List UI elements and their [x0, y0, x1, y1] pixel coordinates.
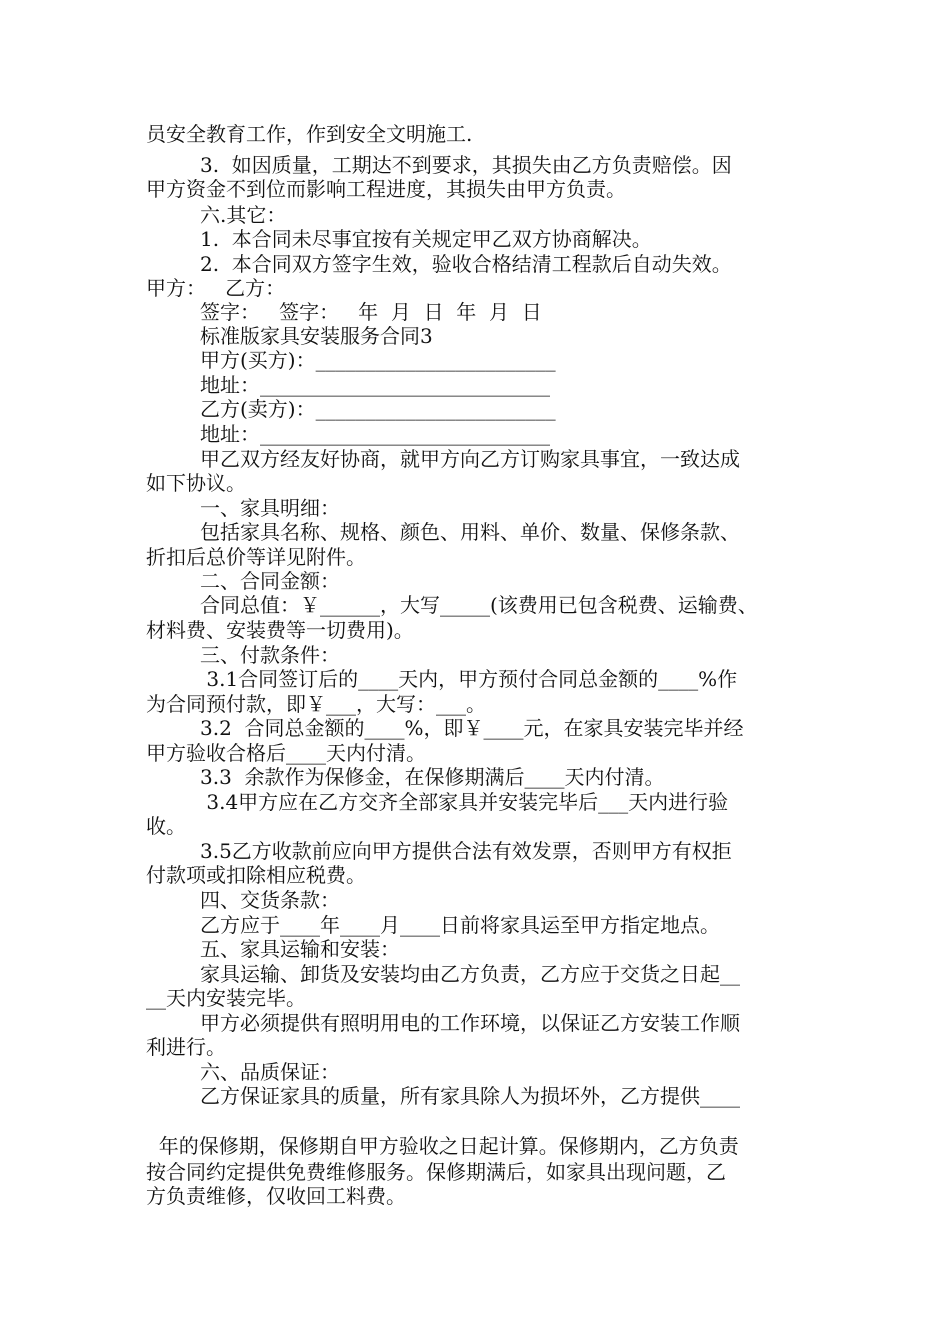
text-line-content: 3.4甲方应在乙方交齐全部家具并安装完毕后___天内进行验 — [200, 790, 729, 814]
text-line-content: 员安全教育工作，作到安全文明施工. — [146, 122, 473, 146]
text-line — [0, 1084, 950, 1108]
text-line-content: 年的保修期，保修期自甲方验收之日起计算。保修期内，乙方负责 — [146, 1134, 739, 1158]
text-line-content: 家具运输、卸货及安装均由乙方负责，乙方应于交货之日起__ — [200, 962, 740, 986]
text-line-content: 3. 如因质量，工期达不到要求，其损失由乙方负责赔偿。因 — [200, 153, 732, 177]
text-line — [0, 252, 950, 276]
text-line — [0, 569, 950, 593]
text-line — [0, 1110, 950, 1134]
text-line — [0, 888, 950, 912]
text-line — [0, 545, 950, 569]
text-line — [0, 814, 950, 838]
text-line — [0, 227, 950, 251]
text-line — [0, 765, 950, 789]
text-line-content: 合同总值：￥______，大写_____(该费用已包含税费、运输费、 — [200, 593, 758, 617]
text-line — [0, 324, 950, 348]
text-line-content: 折扣后总价等详见附件。 — [146, 545, 366, 569]
text-line-content: 乙方保证家具的质量，所有家具除人为损坏外，乙方提供____ — [200, 1084, 740, 1108]
text-line-content: 甲乙双方经友好协商，就甲方向乙方订购家具事宜，一致达成 — [200, 447, 740, 471]
text-line-content: 地址：_____________________________ — [200, 422, 550, 446]
text-line — [0, 937, 950, 961]
text-line — [0, 471, 950, 495]
text-line-content: __天内安装完毕。 — [146, 986, 306, 1010]
text-line-content: 按合同约定提供免费维修服务。保修期满后，如家具出现问题，乙 — [146, 1160, 726, 1184]
text-line-content: 签字： 签字： 年 月 日 年 月 日 — [200, 300, 542, 324]
text-line — [0, 397, 950, 421]
text-line-content: 乙方(卖方)：________________________ — [200, 397, 556, 421]
text-line-content: 包括家具名称、规格、颜色、用料、单价、数量、保修条款、 — [200, 520, 740, 544]
text-line — [0, 276, 950, 300]
text-line — [0, 1035, 950, 1059]
text-line-content: 一、家具明细： — [200, 496, 340, 520]
text-line — [0, 1134, 950, 1158]
text-line — [0, 839, 950, 863]
text-line — [0, 373, 950, 397]
text-line-content: 为合同预付款，即￥___，大写：___。 — [146, 692, 486, 716]
text-line-content: 付款项或扣除相应税费。 — [146, 863, 366, 887]
text-line — [0, 447, 950, 471]
text-line — [0, 863, 950, 887]
text-line — [0, 913, 950, 937]
text-line — [0, 177, 950, 201]
text-line — [0, 692, 950, 716]
text-line — [0, 716, 950, 740]
text-line-content: 2. 本合同双方签字生效，验收合格结清工程款后自动失效。 — [200, 252, 732, 276]
text-line — [0, 618, 950, 642]
text-line-content: 甲方： 乙方： — [146, 276, 286, 300]
text-line — [0, 962, 950, 986]
text-line-content: 3.3 余款作为保修金，在保修期满后____天内付清。 — [200, 765, 665, 789]
text-line — [0, 667, 950, 691]
text-line-content: 六、品质保证： — [200, 1060, 340, 1084]
text-line-content: 标准版家具安装服务合同3 — [200, 324, 433, 348]
text-line — [0, 496, 950, 520]
text-line — [0, 153, 950, 177]
text-line-content: 材料费、安装费等一切费用)。 — [146, 618, 414, 642]
text-line-content: 3.2 合同总金额的____%，即￥____元，在家具安装完毕并经 — [200, 716, 744, 740]
text-line-content: 甲方资金不到位而影响工程进度，其损失由甲方负责。 — [146, 177, 626, 201]
text-line — [0, 122, 950, 146]
text-line-content: 甲方验收合格后____天内付清。 — [146, 741, 426, 765]
text-line-content: 甲方必须提供有照明用电的工作环境，以保证乙方安装工作顺 — [200, 1011, 740, 1035]
text-line-content: 二、合同金额： — [200, 569, 340, 593]
text-line — [0, 1160, 950, 1184]
text-line-content: 乙方应于____年____月____日前将家具运至甲方指定地点。 — [200, 913, 720, 937]
text-line-content: 如下协议。 — [146, 471, 246, 495]
text-line-content: 甲方(买方)：________________________ — [200, 348, 556, 372]
text-line-content: 六.其它： — [200, 203, 287, 227]
text-line — [0, 422, 950, 446]
text-line — [0, 790, 950, 814]
text-line — [0, 520, 950, 544]
text-line — [0, 1060, 950, 1084]
text-line — [0, 1011, 950, 1035]
text-line — [0, 986, 950, 1010]
text-line-content: 地址：_____________________________ — [200, 373, 550, 397]
text-line-content: 四、交货条款： — [200, 888, 340, 912]
text-line-content: 收。 — [146, 814, 186, 838]
text-line — [0, 300, 950, 324]
text-line — [0, 203, 950, 227]
text-line-content: 五、家具运输和安装： — [200, 937, 400, 961]
text-line-content: 三、付款条件： — [200, 643, 340, 667]
text-line-content: 1. 本合同未尽事宜按有关规定甲乙双方协商解决。 — [200, 227, 652, 251]
text-line-content: 3.5乙方收款前应向甲方提供合法有效发票，否则甲方有权拒 — [200, 839, 732, 863]
text-line-content: 利进行。 — [146, 1035, 226, 1059]
text-line-content: 方负责维修，仅收回工料费。 — [146, 1184, 406, 1208]
text-line — [0, 741, 950, 765]
text-line — [0, 643, 950, 667]
text-line-content: 3.1合同签订后的____天内，甲方预付合同总金额的____%作 — [200, 667, 738, 691]
text-line — [0, 593, 950, 617]
text-line — [0, 1184, 950, 1208]
text-line — [0, 348, 950, 372]
